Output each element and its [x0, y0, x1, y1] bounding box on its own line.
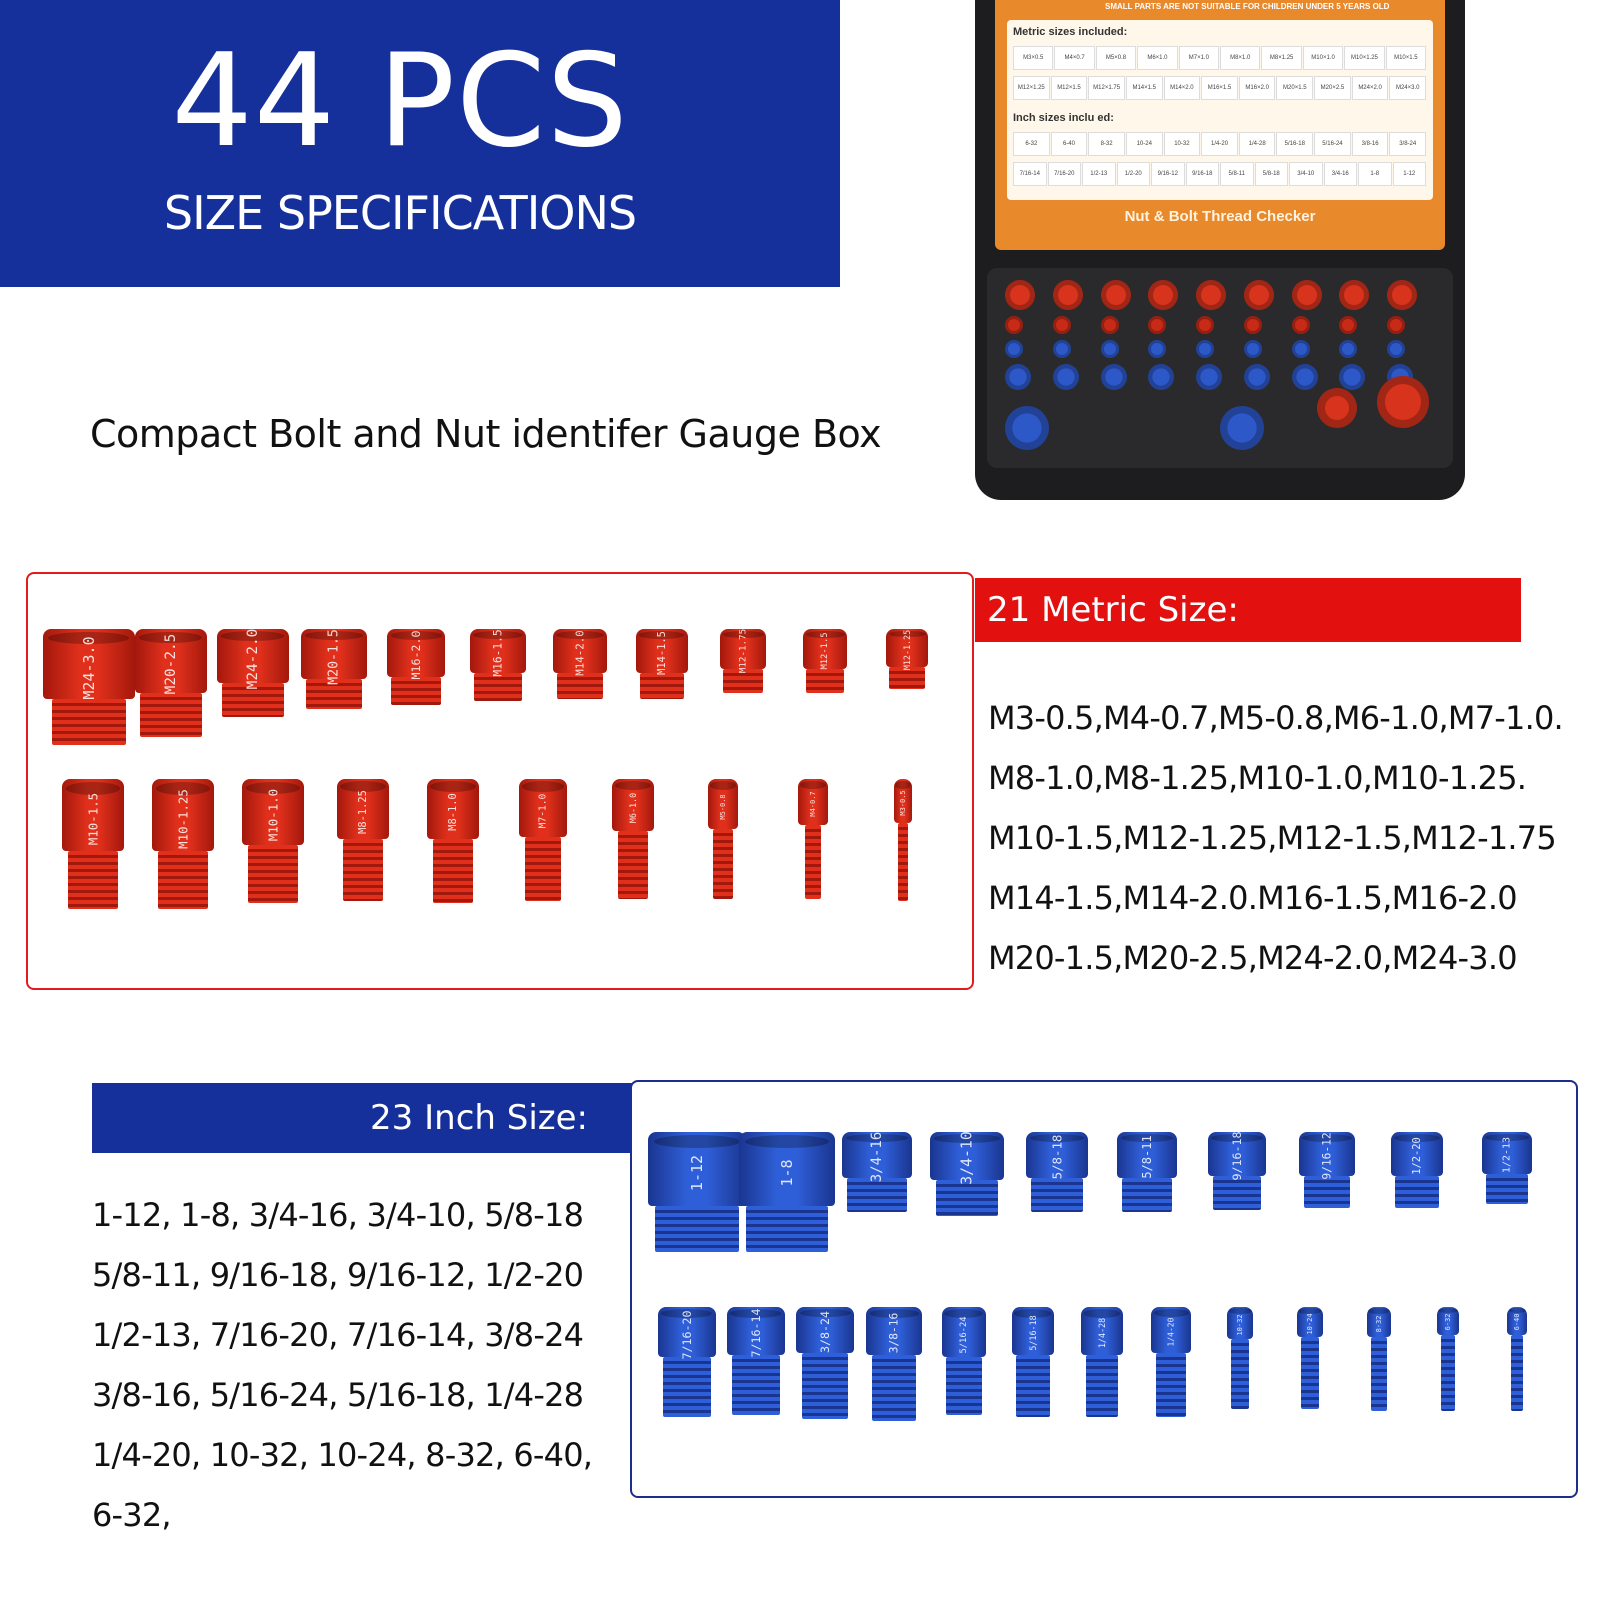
metric-gauge-piece — [301, 629, 367, 709]
gauge-size-label: M12-1.25 — [902, 629, 913, 671]
case-size-chip: 1-8 — [1358, 162, 1392, 186]
gauge-thread — [655, 1206, 739, 1252]
hero-title: 44 PCS — [171, 27, 629, 176]
case-size-chip: M10×1.0 — [1303, 46, 1343, 70]
gauge-size-label: 6-32 — [1444, 1313, 1453, 1331]
case-size-chip: 9/16-12 — [1151, 162, 1185, 186]
tray-gauge — [1292, 280, 1322, 310]
tray-gauge — [1148, 364, 1174, 390]
gauge-thread — [805, 825, 821, 899]
metric-line: M8-1.0,M8-1.25,M10-1.0,M10-1.25. — [988, 759, 1527, 797]
tray-gauge — [1101, 316, 1119, 334]
gauge-thread — [1156, 1353, 1186, 1417]
hero-banner — [0, 0, 840, 287]
gauge-thread — [1231, 1339, 1249, 1409]
gauge-thread — [1301, 1337, 1319, 1409]
gauge-size-label: 5/16-18 — [1027, 1315, 1038, 1352]
gauge-thread — [946, 1357, 982, 1415]
gauge-thread — [1486, 1174, 1528, 1204]
gauge-size-label: M14-1.5 — [655, 631, 668, 676]
gauge-thread — [889, 667, 925, 689]
metric-gauge-piece — [519, 779, 567, 901]
gauge-size-label: M6-1.0 — [628, 792, 638, 823]
tray-gauge — [1148, 340, 1166, 358]
gauge-size-label: 5/8-11 — [1140, 1135, 1154, 1179]
metric-gauges-panel — [26, 572, 974, 990]
metric-line: M10-1.5,M12-1.25,M12-1.5,M12-1.75 — [988, 819, 1556, 857]
gauge-size-label: 1/4-20 — [1166, 1317, 1176, 1347]
case-size-chip: M24×2.0 — [1352, 76, 1389, 100]
gauge-size-label: 1/2-20 — [1411, 1137, 1423, 1175]
inch-gauge-piece — [1391, 1132, 1443, 1208]
gauge-size-label: 3/8-16 — [887, 1313, 901, 1354]
tray-gauge — [1005, 280, 1035, 310]
gauge-thread — [1395, 1176, 1439, 1208]
gauge-thread — [847, 1178, 907, 1212]
tray-gauge — [1292, 364, 1318, 390]
metric-gauge-piece — [612, 779, 654, 899]
gauge-size-label: 7/16-14 — [748, 1308, 763, 1358]
case-size-chip: 3/4-10 — [1289, 162, 1323, 186]
gauge-thread — [802, 1353, 848, 1419]
product-caption: Compact Bolt and Nut identifer Gauge Box — [90, 412, 882, 456]
gauge-size-label: 1-12 — [688, 1154, 706, 1191]
gauge-size-label: M24-2.0 — [244, 628, 261, 690]
gauge-size-label: M10-1.0 — [265, 789, 281, 842]
case-size-chip: M3×0.5 — [1013, 46, 1053, 70]
gauge-thread — [1213, 1176, 1261, 1210]
metric-gauge-piece — [387, 629, 445, 705]
gauge-size-label: 6-40 — [1513, 1313, 1522, 1331]
case-size-chip: 6-40 — [1051, 132, 1088, 156]
tray-gauge — [1148, 280, 1178, 310]
tray-gauge — [1387, 340, 1405, 358]
inch-gauge-piece — [739, 1132, 835, 1252]
tray-gauge — [1377, 376, 1429, 428]
case-size-chip: M12×1.75 — [1088, 76, 1125, 100]
inch-gauge-piece — [1081, 1307, 1123, 1417]
tray-gauge — [1292, 316, 1310, 334]
case-size-chip: M4×0.7 — [1054, 46, 1094, 70]
tray-gauge — [1053, 280, 1083, 310]
inch-size-list — [92, 1185, 632, 1545]
case-size-chip: M10×1.25 — [1344, 46, 1384, 70]
gauge-thread — [663, 1357, 711, 1417]
case-metric-chips-row1 — [1013, 46, 1427, 70]
tray-gauge — [1053, 340, 1071, 358]
gauge-size-label: 9/16-12 — [1320, 1132, 1334, 1180]
case-footer-title: Nut & Bolt Thread Checker — [1124, 208, 1316, 225]
gauge-thread — [640, 673, 684, 699]
case-size-chip: M20×2.5 — [1314, 76, 1351, 100]
tray-gauge — [1196, 280, 1226, 310]
case-size-chip: M16×1.5 — [1201, 76, 1238, 100]
gauge-case-image — [975, 0, 1465, 500]
metric-gauge-piece — [43, 629, 135, 745]
tray-gauge — [1339, 340, 1357, 358]
gauge-size-label: M10-1.25 — [175, 788, 191, 849]
inch-gauge-piece — [842, 1132, 912, 1212]
tray-gauge — [1387, 316, 1405, 334]
case-size-chip: M8×1.0 — [1220, 46, 1260, 70]
case-size-chip: 5/16-24 — [1314, 132, 1351, 156]
tray-gauge — [1220, 406, 1264, 450]
tray-gauge — [1196, 316, 1214, 334]
gauge-size-label: M20-1.5 — [326, 628, 342, 685]
metric-gauge-piece — [337, 779, 389, 901]
tray-gauge — [1196, 364, 1222, 390]
case-size-chip: 10-24 — [1126, 132, 1163, 156]
inch-gauge-piece — [1208, 1132, 1266, 1210]
case-size-chip: 1/4-28 — [1239, 132, 1276, 156]
inch-gauge-piece — [727, 1307, 785, 1415]
hero-subtitle: SIZE SPECIFICATIONS — [163, 186, 637, 240]
gauge-size-label: 3/4-16 — [869, 1132, 885, 1183]
inch-gauge-piece — [796, 1307, 854, 1419]
tray-gauge — [1387, 280, 1417, 310]
case-size-chip: 9/16-18 — [1186, 162, 1220, 186]
tray-gauge — [1244, 364, 1270, 390]
gauge-thread — [1016, 1355, 1050, 1417]
gauge-thread — [1086, 1355, 1118, 1417]
tray-gauge — [1053, 364, 1079, 390]
inch-gauges-panel — [630, 1080, 1578, 1498]
metric-gauge-piece — [135, 629, 207, 737]
metric-line: M3-0.5,M4-0.7,M5-0.8,M6-1.0,M7-1.0. — [988, 699, 1563, 737]
gauge-size-label: 3/4-10 — [958, 1131, 976, 1186]
gauge-size-label: M24-3.0 — [79, 635, 98, 700]
metric-gauge-piece — [217, 629, 289, 717]
gauge-thread — [1122, 1178, 1172, 1212]
metric-gauge-piece — [242, 779, 304, 903]
gauge-size-label: M4-0.7 — [809, 791, 817, 817]
gauge-size-label: 10-24 — [1305, 1312, 1314, 1335]
gauge-thread — [68, 851, 118, 909]
gauge-size-label: 9/16-18 — [1230, 1131, 1244, 1181]
case-foam-tray — [987, 268, 1453, 468]
metric-gauge-piece — [553, 629, 607, 699]
case-size-chip: 10-32 — [1164, 132, 1201, 156]
inch-line: 1/4-20, 10-32, 10-24, 8-32, 6-40, — [92, 1436, 593, 1474]
metric-gauge-piece — [152, 779, 214, 909]
gauge-thread — [732, 1355, 780, 1415]
case-size-chip: 8-32 — [1088, 132, 1125, 156]
gauge-size-label: 7/16-20 — [679, 1310, 694, 1359]
case-info-card — [995, 0, 1445, 250]
tray-gauge — [1053, 316, 1071, 334]
tray-gauge — [1005, 406, 1049, 450]
gauge-thread — [474, 673, 522, 701]
case-size-chip: 1-12 — [1393, 162, 1427, 186]
gauge-thread — [525, 837, 561, 901]
case-size-chip: M14×2.0 — [1164, 76, 1201, 100]
metric-gauge-piece — [886, 629, 928, 689]
inch-gauge-piece — [1299, 1132, 1355, 1208]
gauge-thread — [1371, 1337, 1387, 1411]
gauge-thread — [248, 845, 298, 903]
gauge-size-label: 1-8 — [778, 1159, 796, 1187]
metric-gauge-piece — [708, 779, 738, 899]
gauge-size-label: M10-1.5 — [85, 792, 101, 845]
gauge-thread — [557, 673, 603, 699]
case-size-chart — [1007, 20, 1433, 200]
tray-gauge — [1292, 340, 1310, 358]
case-size-chip: M16×2.0 — [1239, 76, 1276, 100]
gauge-thread — [618, 831, 648, 899]
metric-gauge-piece — [636, 629, 688, 699]
case-size-chip: M10×1.5 — [1386, 46, 1426, 70]
gauge-thread — [391, 677, 441, 705]
tray-gauge — [1005, 316, 1023, 334]
gauge-size-label: M12-1.75 — [737, 628, 749, 674]
case-size-chip: 1/2-20 — [1117, 162, 1151, 186]
inch-gauge-piece — [1227, 1307, 1253, 1409]
inch-gauge-piece — [648, 1132, 746, 1252]
gauge-thread — [52, 699, 126, 745]
gauge-thread — [343, 839, 383, 901]
gauge-size-label: M8-1.0 — [447, 793, 459, 831]
tray-gauge — [1101, 364, 1127, 390]
metric-size-banner: 21 Metric Size: — [975, 578, 1521, 642]
case-inch-chips-row2 — [1013, 162, 1427, 186]
metric-gauge-piece — [894, 779, 912, 901]
inch-gauge-piece — [1482, 1132, 1532, 1204]
tray-gauge — [1244, 316, 1262, 334]
gauge-thread — [713, 829, 733, 899]
inch-gauge-piece — [1507, 1307, 1527, 1411]
inch-gauge-piece — [1012, 1307, 1054, 1417]
case-size-chip: M12×1.5 — [1051, 76, 1088, 100]
inch-line: 1/2-13, 7/16-20, 7/16-14, 3/8-24 — [92, 1316, 584, 1354]
tray-gauge — [1244, 340, 1262, 358]
inch-gauge-piece — [1437, 1307, 1459, 1411]
gauge-size-label: 10-32 — [1236, 1314, 1245, 1336]
case-size-chip: M14×1.5 — [1126, 76, 1163, 100]
case-size-chip: 7/16-14 — [1013, 162, 1047, 186]
tray-gauge — [1244, 280, 1274, 310]
metric-gauge-piece — [470, 629, 526, 701]
gauge-size-label: M14-2.0 — [573, 630, 587, 676]
gauge-thread — [433, 839, 473, 903]
tray-gauge — [1148, 316, 1166, 334]
metric-gauge-piece — [798, 779, 828, 899]
gauge-size-label: M16-2.0 — [409, 630, 424, 680]
inch-gauge-piece — [1117, 1132, 1177, 1212]
gauge-thread — [1304, 1176, 1350, 1208]
gauge-thread — [746, 1206, 828, 1252]
gauge-size-label: M16-1.5 — [491, 629, 505, 677]
metric-line: M20-1.5,M20-2.5,M24-2.0,M24-3.0 — [988, 939, 1517, 977]
tray-gauge — [1005, 340, 1023, 358]
inch-gauge-piece — [930, 1132, 1004, 1216]
case-inch-heading: Inch sizes inclu ed: — [1013, 112, 1114, 124]
case-size-chip: 5/8-11 — [1220, 162, 1254, 186]
tray-gauge — [1339, 280, 1369, 310]
case-size-chip: 6-32 — [1013, 132, 1050, 156]
metric-gauge-piece — [427, 779, 479, 903]
gauge-thread — [1441, 1335, 1455, 1411]
case-size-chip: 3/4-16 — [1324, 162, 1358, 186]
tray-gauge — [1101, 280, 1131, 310]
gauge-size-label: 8-32 — [1374, 1315, 1383, 1332]
case-warning: SMALL PARTS ARE NOT SUITABLE FOR CHILDREN UNDER 5 YEARS OLD — [1105, 2, 1390, 11]
inch-gauge-piece — [1297, 1307, 1323, 1409]
case-size-chip: M8×1.25 — [1261, 46, 1301, 70]
gauge-size-label: 1/2-13 — [1501, 1137, 1513, 1174]
inch-gauge-piece — [942, 1307, 986, 1415]
inch-gauge-piece — [658, 1307, 716, 1417]
gauge-size-label: M20-2.5 — [162, 633, 179, 695]
gauge-size-label: M7-1.0 — [537, 793, 549, 829]
tray-gauge — [1005, 364, 1031, 390]
case-inch-chips-row1 — [1013, 132, 1427, 156]
gauge-thread — [1031, 1178, 1083, 1212]
gauge-size-label: M3-0.5 — [899, 790, 907, 816]
case-size-chip: 5/16-18 — [1276, 132, 1313, 156]
case-metric-heading: Metric sizes included: — [1013, 26, 1128, 38]
gauge-thread — [806, 669, 844, 693]
case-size-chip: M6×1.0 — [1137, 46, 1177, 70]
metric-line: M14-1.5,M14-2.0.M16-1.5,M16-2.0 — [988, 879, 1517, 917]
gauge-thread — [936, 1180, 998, 1216]
tray-gauge — [1339, 364, 1365, 390]
metric-gauge-piece — [720, 629, 766, 693]
inch-line: 6-32, — [92, 1496, 171, 1534]
gauge-thread — [898, 823, 908, 901]
inch-line: 3/8-16, 5/16-24, 5/16-18, 1/4-28 — [92, 1376, 584, 1414]
case-size-chip: 3/8-24 — [1389, 132, 1426, 156]
inch-gauge-piece — [866, 1307, 922, 1421]
gauge-thread — [140, 693, 202, 737]
gauge-size-label: 3/8-24 — [818, 1311, 833, 1354]
inch-line: 5/8-11, 9/16-18, 9/16-12, 1/2-20 — [92, 1256, 584, 1294]
tray-gauge — [1339, 316, 1357, 334]
case-size-chip: 3/8-16 — [1352, 132, 1389, 156]
metric-gauge-piece — [803, 629, 847, 693]
case-size-chip: 7/16-20 — [1048, 162, 1082, 186]
case-size-chip: 5/8-18 — [1255, 162, 1289, 186]
tray-gauge — [1196, 340, 1214, 358]
case-size-chip: M12×1.25 — [1013, 76, 1050, 100]
inch-gauge-piece — [1151, 1307, 1191, 1417]
inch-gauge-piece — [1026, 1132, 1088, 1212]
gauge-size-label: 5/16-24 — [958, 1315, 969, 1354]
inch-line: 1-12, 1-8, 3/4-16, 3/4-10, 5/8-18 — [92, 1196, 584, 1234]
case-size-chip: 1/2-13 — [1082, 162, 1116, 186]
gauge-size-label: 5/8-18 — [1049, 1134, 1065, 1180]
tray-gauge — [1101, 340, 1119, 358]
metric-size-list — [988, 688, 1588, 988]
inch-gauge-piece — [1367, 1307, 1391, 1411]
gauge-thread — [872, 1355, 916, 1421]
inch-size-banner: 23 Inch Size: — [92, 1083, 632, 1153]
case-size-chip: M5×0.8 — [1096, 46, 1136, 70]
gauge-size-label: M8-1.25 — [357, 790, 369, 834]
gauge-thread — [1511, 1335, 1523, 1411]
gauge-size-label: 1/4-28 — [1097, 1318, 1107, 1349]
gauge-size-label: M5-0.8 — [719, 793, 727, 820]
case-metric-chips-row2 — [1013, 76, 1427, 100]
tray-gauge — [1317, 388, 1357, 428]
case-size-chip: M7×1.0 — [1179, 46, 1219, 70]
gauge-size-label: M12-1.5 — [820, 632, 831, 670]
case-size-chip: M24×3.0 — [1389, 76, 1426, 100]
case-size-chip: 1/4-20 — [1201, 132, 1238, 156]
case-size-chip: M20×1.5 — [1276, 76, 1313, 100]
metric-gauge-piece — [62, 779, 124, 909]
gauge-thread — [158, 851, 208, 909]
